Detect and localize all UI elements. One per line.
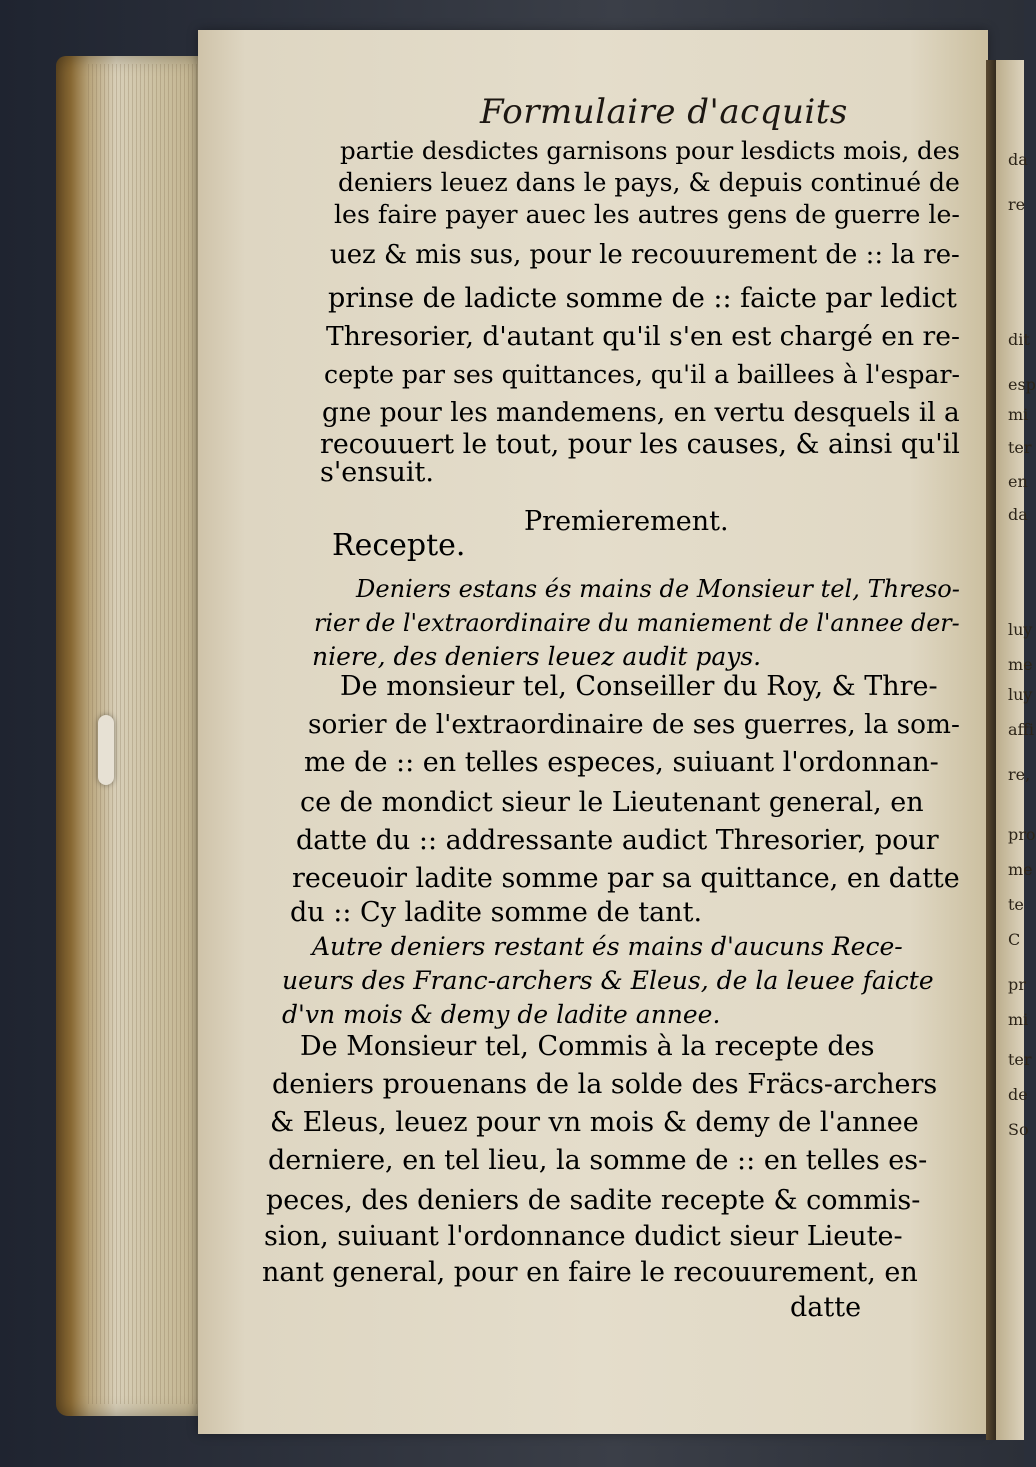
facing-fragment: ter bbox=[1008, 438, 1032, 457]
facing-fragment: da bbox=[1008, 150, 1028, 169]
facing-fragment: da bbox=[1008, 505, 1028, 524]
facing-fragment: esp bbox=[1008, 375, 1036, 394]
facing-fragment: pr bbox=[1008, 975, 1026, 994]
text-line: du :: Cy ladite somme de tant. bbox=[290, 897, 703, 928]
text-line: partie desdictes garnisons pour lesdicts mois, des bbox=[340, 136, 960, 165]
text-line: gne pour les mandemens, en vertu desquels il a bbox=[322, 398, 960, 428]
text-line: receuoir ladite somme par sa quittance, en datte bbox=[292, 863, 960, 894]
facing-fragment: me bbox=[1008, 655, 1033, 674]
text-line: Thresorier, d'autant qu'il s'en est chargé en re- bbox=[326, 321, 960, 352]
facing-fragment: affi bbox=[1008, 720, 1035, 739]
facing-fragment: dit bbox=[1008, 330, 1030, 349]
facing-fragment: pro bbox=[1008, 825, 1036, 844]
facing-fragment: de bbox=[1008, 1085, 1028, 1104]
facing-fragment: re bbox=[1008, 195, 1026, 214]
text-line: uez & mis sus, pour le recouurement de :: la re- bbox=[330, 240, 960, 270]
facing-fragment: mi bbox=[1008, 1010, 1029, 1029]
text-line: De monsieur tel, Conseiller du Roy, & Thre- bbox=[340, 671, 938, 702]
italic-line: rier de l'extraordinaire du maniement de l'annee der- bbox=[314, 609, 960, 637]
italic-line: Autre deniers restant és mains d'aucuns Rece- bbox=[312, 932, 903, 961]
book-clasp bbox=[98, 715, 114, 785]
text-line: s'ensuit. bbox=[320, 457, 434, 488]
italic-line: niere, des deniers leuez audit pays. bbox=[312, 642, 762, 671]
facing-fragment: te bbox=[1008, 895, 1024, 914]
facing-fragment: re, bbox=[1008, 765, 1031, 784]
catchword: datte bbox=[790, 1292, 862, 1323]
heading-recepte: Recepte. bbox=[332, 528, 466, 563]
facing-fragment: ter bbox=[1008, 1050, 1032, 1069]
italic-line: d'vn mois & demy de ladite annee. bbox=[282, 1000, 721, 1029]
text-line: me de :: en telles especes, suiuant l'ordonnan- bbox=[304, 747, 939, 778]
facing-fragment: luy bbox=[1008, 620, 1033, 639]
text-line: sorier de l'extraordinaire de ses guerres, la som- bbox=[308, 710, 960, 740]
text-line: deniers leuez dans le pays, & depuis continué de bbox=[338, 168, 960, 197]
text-line: les faire payer auec les autres gens de guerre le- bbox=[334, 200, 960, 229]
text-line: derniere, en tel lieu, la somme de :: en telles es- bbox=[268, 1145, 928, 1176]
text-line: cepte par ses quittances, qu'il a baillees à l'espar- bbox=[324, 360, 960, 389]
facing-fragment: me bbox=[1008, 860, 1033, 879]
text-line: peces, des deniers de sadite recepte & commis- bbox=[266, 1185, 921, 1216]
text-line: prinse de ladicte somme de :: faicte par ledict bbox=[328, 283, 957, 314]
text-line: recouuert le tout, pour les causes, & ainsi qu'il bbox=[320, 429, 960, 460]
facing-fragment: luy bbox=[1008, 685, 1033, 704]
text-line: deniers prouenans de la solde des Fräcs-archers bbox=[272, 1069, 938, 1100]
facing-fragment: C bbox=[1008, 930, 1021, 949]
text-line: ce de mondict sieur le Lieutenant general, en bbox=[300, 787, 924, 818]
text-line: sion, suiuant l'ordonnance dudict sieur Lieute- bbox=[264, 1221, 903, 1252]
facing-fragment: en bbox=[1008, 472, 1028, 491]
text-line: De Monsieur tel, Commis à la recepte des bbox=[300, 1031, 875, 1062]
facing-page-edge bbox=[996, 60, 1036, 1440]
text-line: & Eleus, leuez pour vn mois & demy de l'annee bbox=[270, 1107, 919, 1138]
heading-premierement: Premierement. bbox=[524, 506, 729, 537]
italic-line: ueurs des Franc-archers & Eleus, de la leuee faicte bbox=[282, 966, 934, 995]
running-head: Formulaire d'acquits bbox=[480, 92, 848, 132]
text-line: datte du :: addressante audict Thresorier, pour bbox=[296, 825, 939, 856]
text-line: nant general, pour en faire le recouurement, en bbox=[262, 1257, 918, 1288]
facing-fragment: mi bbox=[1008, 405, 1029, 424]
facing-fragment: So bbox=[1008, 1120, 1029, 1139]
italic-line: Deniers estans és mains de Monsieur tel, Threso- bbox=[356, 575, 960, 603]
